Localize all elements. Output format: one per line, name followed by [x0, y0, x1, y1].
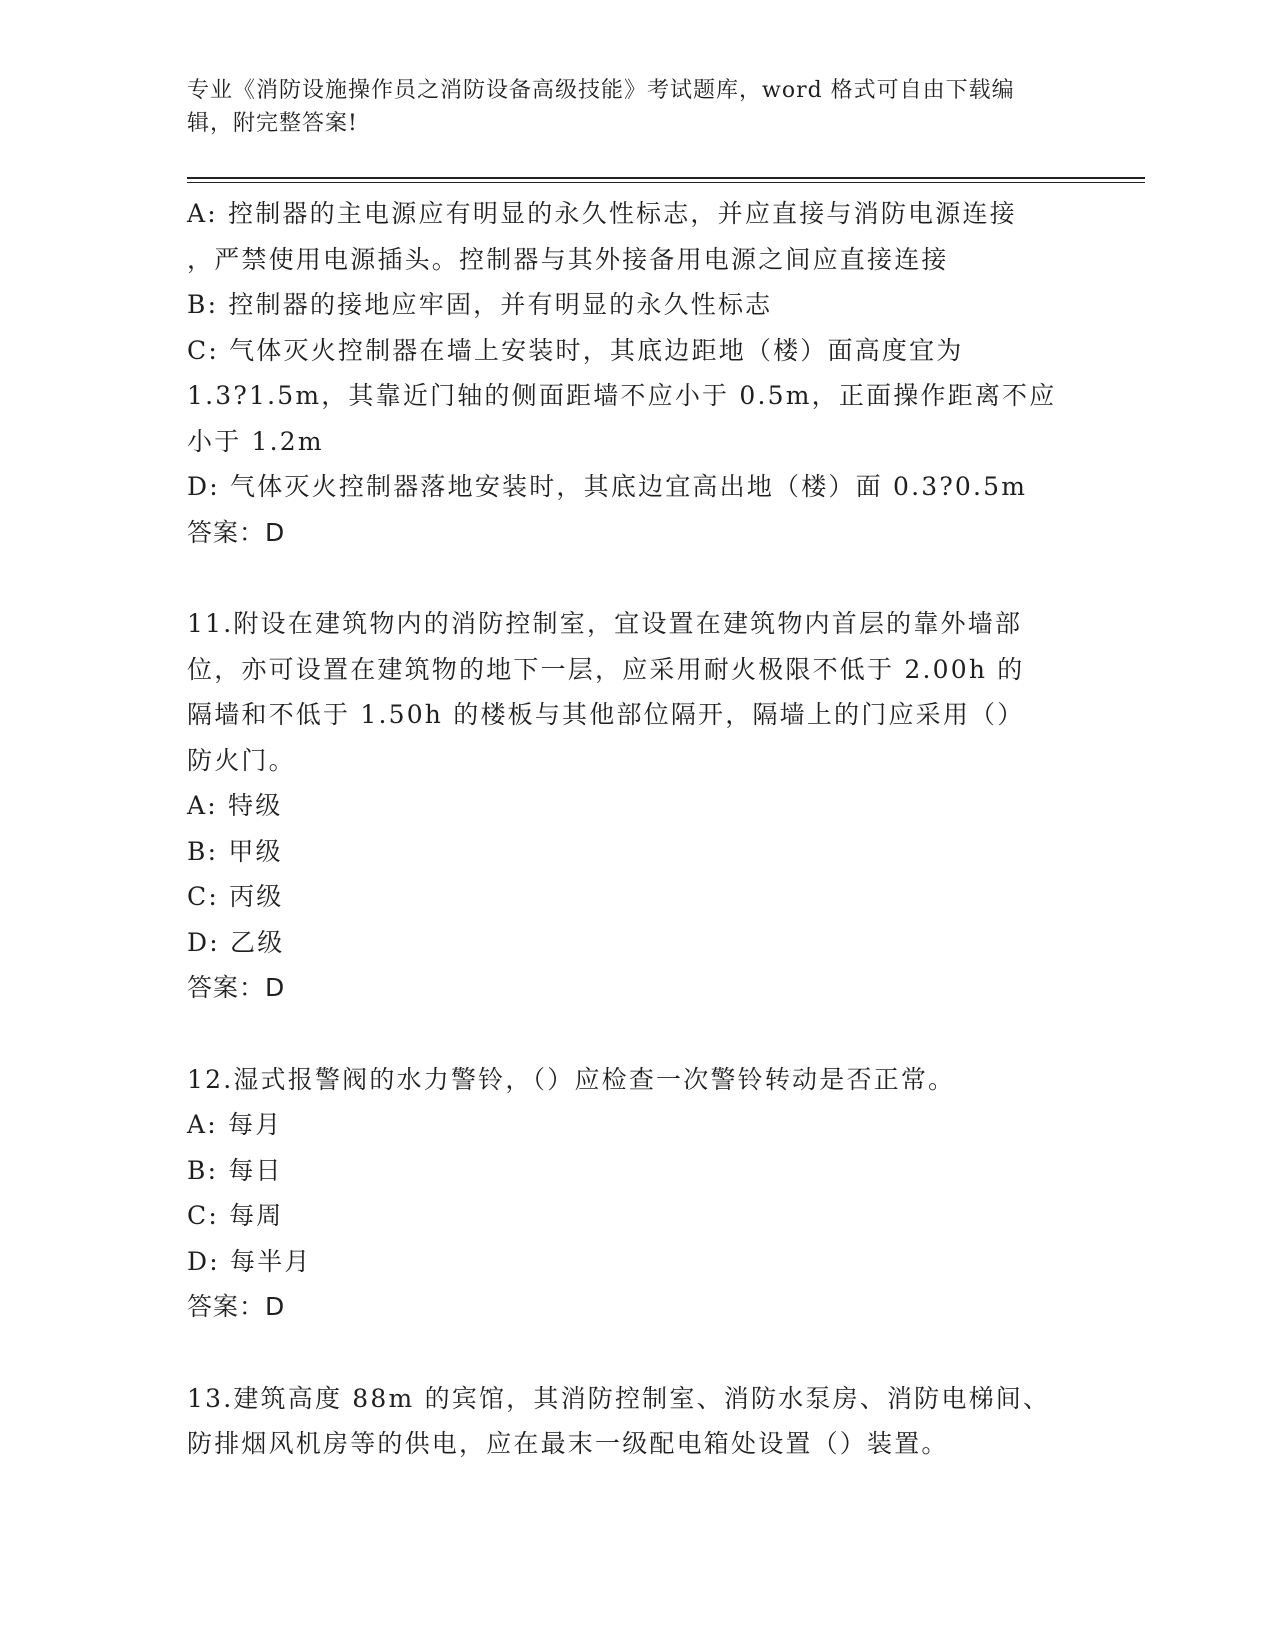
q11-stem-line4: 防火门。: [187, 745, 296, 775]
q10-option-a-line2: ，严禁使用电源插头。控制器与其外接备用电源之间应直接连接: [187, 244, 949, 274]
question-list: [187, 191, 1087, 1467]
spacer: [187, 1011, 1087, 1057]
q10-option-c-line3: 小于 1.2m: [187, 426, 324, 456]
q13-stem-line2: 防排烟风机房等的供电，应在最末一级配电箱处设置（）装置。: [187, 1429, 949, 1458]
q10-option-c-line2: 1.3?1.5m，其靠近门轴的侧面距墙不应小于 0.5m，正面操作距离不应: [187, 381, 1057, 410]
q10-option-a-line1: A: 控制器的主电源应有明显的永久性标志，并应直接与消防电源连接: [187, 199, 1017, 228]
q10-option-b: B: 控制器的接地应牢固，并有明显的永久性标志: [187, 290, 773, 319]
question-11-block: [187, 601, 1087, 1011]
question-10-block: [187, 191, 1087, 555]
q12-option-d: D: 每半月: [187, 1246, 312, 1276]
q11-stem-line2: 位，亦可设置在建筑物的地下一层，应采用耐火极限不低于 2.00h 的: [187, 654, 1025, 684]
q12-option-a: A: 每月: [187, 1110, 283, 1139]
q11-option-c: C: 丙级: [187, 882, 284, 911]
q11-option-a: A: 特级: [187, 791, 283, 820]
q11-option-b: B: 甲级: [187, 836, 283, 866]
q12-option-b: B: 每日: [187, 1155, 283, 1185]
q12-option-c: C: 每周: [187, 1201, 284, 1230]
header-line-1: 专业《消防设施操作员之消防设备高级技能》考试题库，word 格式可自由下载编: [187, 78, 1015, 103]
q10-answer: 答案：D: [187, 517, 286, 547]
q11-stem-line3: 隔墙和不低于 1.50h 的楼板与其他部位隔开，隔墙上的门应采用（）: [187, 700, 1025, 729]
header-line-2: 辑，附完整答案!: [187, 111, 358, 136]
q13-stem-line1: 13.建筑高度 88m 的宾馆，其消防控制室、消防水泵房、消防电梯间、: [187, 1383, 1051, 1413]
q11-option-d: D: 乙级: [187, 927, 285, 957]
q11-answer: 答案：D: [187, 973, 286, 1002]
q10-option-d: D: 气体灭火控制器落地安装时，其底边宜高出地（楼）面 0.3?0.5m: [187, 472, 1028, 501]
question-12-block: [187, 1057, 1087, 1330]
header-rule-thin: [187, 182, 1145, 183]
document-header: [187, 74, 1087, 140]
spacer: [187, 1330, 1087, 1376]
question-13-block: [187, 1376, 1087, 1467]
q11-stem-line1: 11.附设在建筑物内的消防控制室，宜设置在建筑物内首层的靠外墙部: [187, 609, 1023, 638]
q12-answer: 答案：D: [187, 1292, 286, 1321]
q10-option-c-line1: C: 气体灭火控制器在墙上安装时，其底边距地（楼）面高度宜为: [187, 335, 964, 365]
q12-stem: 12.湿式报警阀的水力警铃，（）应检查一次警铃转动是否正常。: [187, 1064, 956, 1094]
header-rule-thick: [187, 177, 1145, 179]
spacer: [187, 555, 1087, 601]
